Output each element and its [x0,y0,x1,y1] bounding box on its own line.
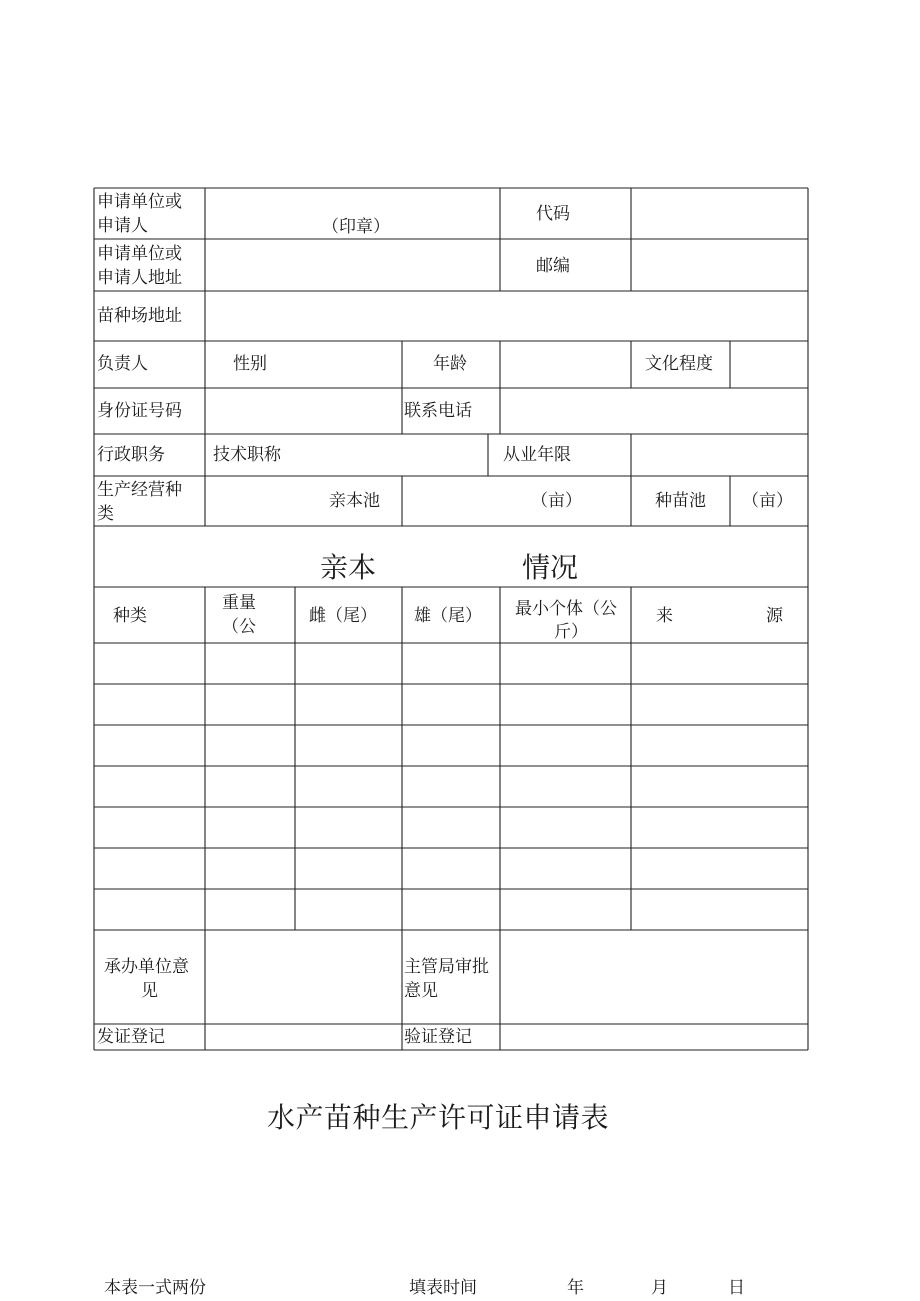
day-label: 日 [728,1278,745,1298]
section-heading-broodstock: 亲本 [320,551,377,584]
month-label: 月 [651,1278,668,1298]
undertaker-opinion-line2: 见 [141,981,158,1001]
issue-registration-label: 发证登记 [97,1027,165,1047]
applicant-label-line1: 申请单位或 [97,192,182,212]
col-weight-line1: 重量 [222,593,256,613]
tech-title-label: 技术职称 [213,445,281,465]
col-male: 雄（尾） [414,606,482,626]
copies-note: 本表一式两份 [104,1278,206,1298]
years-label: 从业年限 [503,445,571,465]
col-female: 雌（尾） [309,606,377,626]
gender-label: 性别 [233,354,267,374]
postcode-label: 邮编 [536,256,570,276]
authority-approval-line1: 主管局审批 [404,957,489,977]
species-label-line1: 生产经营种 [97,480,182,500]
section-heading-status: 情况 [522,551,579,584]
col-source-b: 源 [766,606,783,626]
address-label-line1: 申请单位或 [97,244,182,264]
form-title: 水产苗种生产许可证申请表 [267,1101,610,1134]
year-label: 年 [567,1278,584,1298]
address-label-line2: 申请人地址 [97,268,182,288]
phone-label: 联系电话 [404,401,472,421]
responsible-label: 负责人 [97,354,148,374]
code-label: 代码 [536,204,570,224]
seed-pond-unit: （亩） [742,491,793,511]
authority-approval-line2: 意见 [404,981,438,1001]
education-label: 文化程度 [645,354,713,374]
seal-label: （印章） [322,217,390,237]
species-label-line2: 类 [97,504,114,524]
seed-pond-label: 种苗池 [655,491,706,511]
verify-registration-label: 验证登记 [404,1027,472,1047]
age-label: 年龄 [433,354,467,374]
col-species: 种类 [113,606,147,626]
applicant-label-line2: 申请人 [97,216,148,236]
col-weight-line2: （公 [222,617,256,637]
admin-position-label: 行政职务 [97,445,165,465]
col-min-size-line2: 斤） [554,622,588,642]
parent-pond-unit: （亩） [531,491,582,511]
undertaker-opinion-line1: 承办单位意 [104,957,189,977]
farm-address-label: 苗种场地址 [97,306,182,326]
id-number-label: 身份证号码 [97,401,182,421]
col-min-size-line1: 最小个体（公 [515,599,617,619]
col-source-a: 来 [656,606,673,626]
fill-time-label: 填表时间 [409,1278,477,1298]
parent-pond-label: 亲本池 [329,491,380,511]
